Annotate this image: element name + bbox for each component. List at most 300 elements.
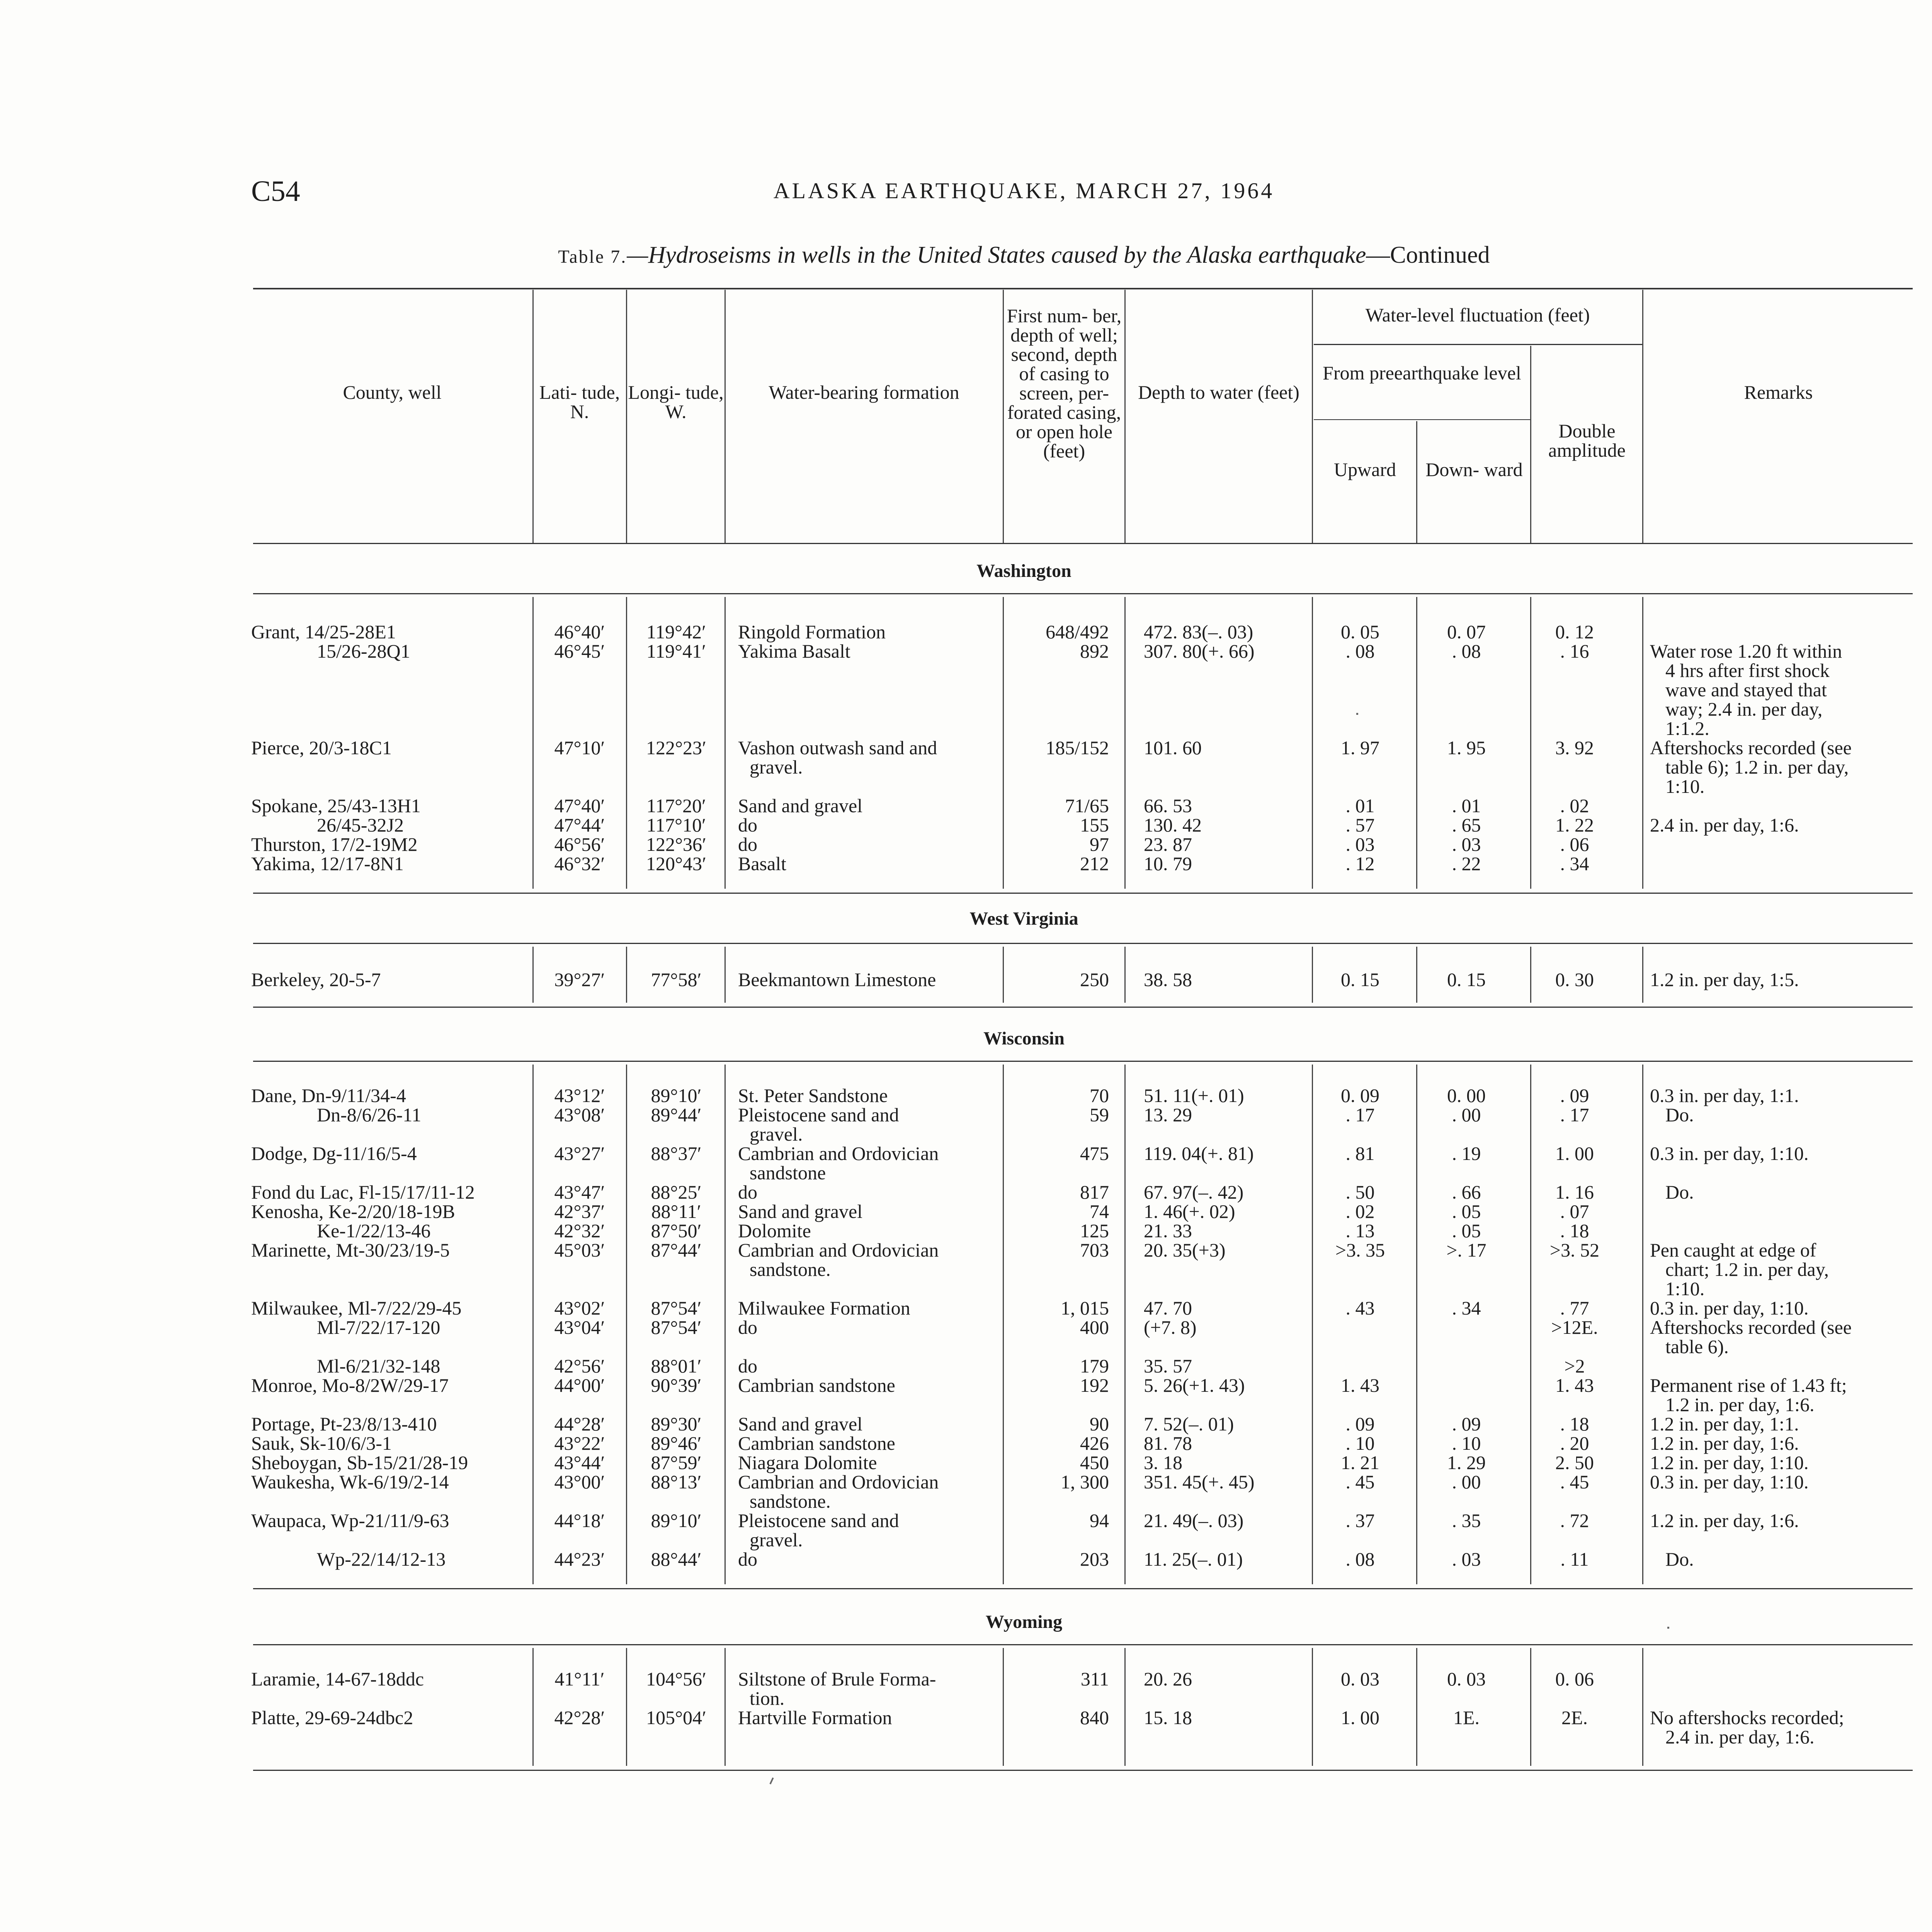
cell-amp: . 20 <box>1560 1432 1589 1454</box>
cell-remarks: table 6). <box>1665 1336 1729 1357</box>
cell-depth: 97 <box>1090 833 1109 855</box>
cell-water: 21. 33 <box>1144 1220 1192 1242</box>
cell-lat: 47°40′ <box>554 795 605 816</box>
cell-lon: 119°41′ <box>646 640 706 662</box>
cell-amp: 0. 30 <box>1555 969 1594 990</box>
cell-remarks: 1.2 in. per day, 1:10. <box>1650 1452 1809 1473</box>
cell-lon: 89°44′ <box>651 1104 702 1126</box>
cell-depth: 1, 015 <box>1061 1297 1109 1319</box>
cell-up: . 02 <box>1345 1201 1375 1222</box>
cell-remarks: 1.2 in. per day, 1:6. <box>1665 1394 1815 1415</box>
cell-up: . 08 <box>1345 640 1375 662</box>
cell-county: Ml-7/22/17-120 <box>317 1316 440 1338</box>
cell-lon: 87°59′ <box>651 1452 702 1473</box>
cell-formation: Cambrian sandstone <box>738 1374 895 1396</box>
cell-lat: 47°44′ <box>554 814 605 836</box>
cell-formation: do <box>738 1355 757 1377</box>
cell-remarks: 1:1.2. <box>1665 718 1709 739</box>
cell-depth: 475 <box>1080 1143 1109 1164</box>
cell-down: . 35 <box>1452 1510 1481 1531</box>
table-row <box>0 1689 1932 1708</box>
table-title <box>0 242 1932 269</box>
cell-depth: 94 <box>1090 1510 1109 1531</box>
cell-formation: Cambrian and Ordovician <box>738 1239 939 1261</box>
cell-amp: . 34 <box>1560 853 1589 874</box>
cell-down: . 65 <box>1452 814 1481 836</box>
table-row <box>0 1511 1932 1530</box>
cell-remarks: chart; 1.2 in. per day, <box>1665 1259 1829 1280</box>
cell-lat: 42°32′ <box>554 1220 605 1242</box>
section-rule <box>253 1061 1913 1062</box>
cell-water: 5. 26(+1. 43) <box>1144 1374 1245 1396</box>
cell-water: 11. 25(–. 01) <box>1144 1548 1243 1570</box>
cell-formation: Pleistocene sand and <box>738 1104 899 1126</box>
stray-dot <box>1356 713 1358 715</box>
cell-up: . 81 <box>1345 1143 1375 1164</box>
cell-up: . 57 <box>1345 814 1375 836</box>
cell-lon: 89°10′ <box>651 1510 702 1531</box>
cell-depth: 90 <box>1090 1413 1109 1435</box>
cell-depth: 59 <box>1090 1104 1109 1126</box>
cell-county: Kenosha, Ke-2/20/18-19B <box>251 1201 455 1222</box>
table-row <box>0 699 1932 719</box>
cell-lon: 120°43′ <box>646 853 706 874</box>
cell-down: . 05 <box>1452 1220 1481 1242</box>
cell-remarks: wave and stayed that <box>1665 679 1827 701</box>
cell-formation: Yakima Basalt <box>738 640 850 662</box>
cell-lat: 46°40′ <box>554 621 605 643</box>
cell-down: 0. 03 <box>1447 1668 1486 1690</box>
header-county-well: County, well <box>343 381 442 403</box>
cell-lon: 88°37′ <box>651 1143 702 1164</box>
cell-county: Dodge, Dg-11/16/5-4 <box>251 1143 417 1164</box>
cell-remarks: way; 2.4 in. per day, <box>1665 698 1823 720</box>
cell-depth: 311 <box>1080 1668 1109 1690</box>
cell-remarks: 4 hrs after first shock <box>1665 660 1830 681</box>
table-row <box>0 1669 1932 1689</box>
table-row <box>0 1221 1932 1240</box>
table-row <box>0 1202 1932 1221</box>
cell-water: 21. 49(–. 03) <box>1144 1510 1244 1531</box>
cell-down: . 00 <box>1452 1471 1481 1493</box>
cell-up: . 37 <box>1345 1510 1375 1531</box>
cell-amp: . 11 <box>1560 1548 1589 1570</box>
cell-lon: 122°23′ <box>646 737 706 759</box>
cell-formation: do <box>738 1316 757 1338</box>
cell-formation: do <box>738 833 757 855</box>
cell-depth: 203 <box>1080 1548 1109 1570</box>
table-row <box>0 622 1932 641</box>
cell-amp: 3. 92 <box>1555 737 1594 759</box>
cell-up: 1. 43 <box>1341 1374 1379 1396</box>
table-row <box>0 835 1932 854</box>
cell-formation: Cambrian and Ordovician <box>738 1143 939 1164</box>
cell-down: . 03 <box>1452 1548 1481 1570</box>
table-row <box>0 757 1932 777</box>
cell-formation: St. Peter Sandstone <box>738 1085 888 1106</box>
cell-lon: 87°50′ <box>651 1220 702 1242</box>
cell-formation: Basalt <box>738 853 786 874</box>
header-double-amplitude: Double amplitude <box>1548 420 1626 461</box>
cell-depth: 648/492 <box>1046 621 1109 643</box>
cell-remarks: Aftershocks recorded (see <box>1650 737 1852 759</box>
cell-water: 47. 70 <box>1144 1297 1192 1319</box>
cell-lon: 104°56′ <box>646 1668 706 1690</box>
cell-water: 7. 52(–. 01) <box>1144 1413 1234 1435</box>
cell-water: 101. 60 <box>1144 737 1202 759</box>
table-row <box>0 1337 1932 1356</box>
cell-county: Waukesha, Wk-6/19/2-14 <box>251 1471 449 1493</box>
cell-formation: do <box>738 814 757 836</box>
table-row <box>0 1727 1932 1747</box>
table-row <box>0 738 1932 757</box>
cell-remarks: Aftershocks recorded (see <box>1650 1316 1852 1338</box>
cell-formation: Siltstone of Brule Forma- <box>738 1668 936 1690</box>
cell-up: 0. 09 <box>1341 1085 1379 1106</box>
cell-lat: 44°18′ <box>554 1510 605 1531</box>
stray-mark <box>769 1777 774 1784</box>
cell-amp: 2E. <box>1561 1707 1588 1728</box>
cell-lon: 88°44′ <box>651 1548 702 1570</box>
cell-lat: 43°02′ <box>554 1297 605 1319</box>
cell-formation: sandstone. <box>750 1259 831 1280</box>
cell-up: . 45 <box>1345 1471 1375 1493</box>
cell-amp: . 72 <box>1560 1510 1589 1531</box>
table-row <box>0 1356 1932 1376</box>
table-row <box>0 1414 1932 1434</box>
cell-amp: . 45 <box>1560 1471 1589 1493</box>
cell-amp: . 02 <box>1560 795 1589 816</box>
cell-water: 23. 87 <box>1144 833 1192 855</box>
cell-lon: 105°04′ <box>646 1707 706 1728</box>
header-bottom-rule <box>253 543 1913 544</box>
header-depth-to-water: Depth to water (feet) <box>1138 381 1299 403</box>
cell-lat: 39°27′ <box>554 969 605 990</box>
cell-county: Pierce, 20/3-18C1 <box>251 737 392 759</box>
table-label: Table 7. <box>558 247 627 267</box>
cell-depth: 400 <box>1080 1316 1109 1338</box>
cell-lat: 43°44′ <box>554 1452 605 1473</box>
cell-down: 1E. <box>1453 1707 1480 1728</box>
cell-formation: Sand and gravel <box>738 1413 863 1435</box>
section-rule <box>253 943 1913 944</box>
cell-formation: do <box>738 1181 757 1203</box>
cell-formation: Hartville Formation <box>738 1707 892 1728</box>
table-row <box>0 1376 1932 1395</box>
cell-depth: 70 <box>1090 1085 1109 1106</box>
cell-water: 472. 83(–. 03) <box>1144 621 1253 643</box>
cell-lon: 87°54′ <box>651 1316 702 1338</box>
cell-amp: 1. 22 <box>1555 814 1594 836</box>
cell-amp: 0. 06 <box>1555 1668 1594 1690</box>
table-row <box>0 1086 1932 1105</box>
section-heading: Wyoming <box>985 1612 1063 1632</box>
cell-remarks: 2.4 in. per day, 1:6. <box>1650 814 1799 836</box>
cell-amp: >12E. <box>1551 1316 1598 1338</box>
table-row <box>0 1182 1932 1202</box>
cell-remarks: 1.2 in. per day, 1:6. <box>1650 1510 1799 1531</box>
cell-amp: . 16 <box>1560 640 1589 662</box>
cell-remarks: 1:10. <box>1665 1278 1705 1299</box>
cell-lat: 43°27′ <box>554 1143 605 1164</box>
cell-depth: 450 <box>1080 1452 1109 1473</box>
cell-remarks: 1.2 in. per day, 1:1. <box>1650 1413 1799 1435</box>
preearthquake-rule <box>1314 419 1530 420</box>
cell-county: Ke-1/22/13-46 <box>317 1220 431 1242</box>
table-row <box>0 1472 1932 1492</box>
cell-up: . 50 <box>1345 1181 1375 1203</box>
table-row <box>0 1240 1932 1260</box>
cell-county: Thurston, 17/2-19M2 <box>251 833 418 855</box>
cell-remarks: 0.3 in. per day, 1:10. <box>1650 1297 1809 1319</box>
table-row <box>0 1279 1932 1298</box>
cell-formation: tion. <box>750 1687 785 1709</box>
header-from-preearthquake: From preearthquake level <box>1323 362 1521 384</box>
table-row <box>0 1530 1932 1549</box>
table-row <box>0 1124 1932 1144</box>
section-end-rule <box>253 1588 1913 1589</box>
cell-county: Milwaukee, Ml-7/22/29-45 <box>251 1297 462 1319</box>
cell-water: 130. 42 <box>1144 814 1202 836</box>
cell-lon: 88°11′ <box>651 1201 701 1222</box>
header-fluctuation: Water-level fluctuation (feet) <box>1365 304 1590 326</box>
cell-water: 38. 58 <box>1144 969 1192 990</box>
cell-amp: 1. 00 <box>1555 1143 1594 1164</box>
table-row <box>0 1163 1932 1182</box>
cell-depth: 71/65 <box>1065 795 1109 816</box>
cell-remarks: 0.3 in. per day, 1:10. <box>1650 1143 1809 1164</box>
cell-up: 1. 97 <box>1341 737 1379 759</box>
cell-remarks: Water rose 1.20 ft within <box>1650 640 1842 662</box>
table-row <box>0 1260 1932 1279</box>
table-row <box>0 1105 1932 1124</box>
cell-up: . 43 <box>1345 1297 1375 1319</box>
cell-lat: 43°04′ <box>554 1316 605 1338</box>
table-row <box>0 1492 1932 1511</box>
table-row <box>0 1144 1932 1163</box>
cell-depth: 74 <box>1090 1201 1109 1222</box>
cell-county: Monroe, Mo-8/2W/29-17 <box>251 1374 449 1396</box>
cell-lat: 43°08′ <box>554 1104 605 1126</box>
running-head: ALASKA EARTHQUAKE, MARCH 27, 1964 <box>773 178 1275 203</box>
cell-lon: 119°42′ <box>646 621 706 643</box>
cell-water: 20. 35(+3) <box>1144 1239 1226 1261</box>
cell-amp: >3. 52 <box>1549 1239 1600 1261</box>
cell-amp: . 18 <box>1560 1220 1589 1242</box>
cell-county: Portage, Pt-23/8/13-410 <box>251 1413 437 1435</box>
cell-lon: 77°58′ <box>651 969 702 990</box>
cell-lat: 44°23′ <box>554 1548 605 1570</box>
header-upward: Upward <box>1333 459 1396 480</box>
cell-lat: 42°37′ <box>554 1201 605 1222</box>
cell-formation: gravel. <box>750 756 803 778</box>
cell-up: . 03 <box>1345 833 1375 855</box>
cell-down: 0. 07 <box>1447 621 1486 643</box>
cell-depth: 892 <box>1080 640 1109 662</box>
cell-up: 0. 03 <box>1341 1668 1379 1690</box>
cell-amp: . 18 <box>1560 1413 1589 1435</box>
cell-depth: 155 <box>1080 814 1109 836</box>
section-end-rule <box>253 1007 1913 1008</box>
cell-amp: . 17 <box>1560 1104 1589 1126</box>
cell-remarks: 0.3 in. per day, 1:10. <box>1650 1471 1809 1493</box>
table-row <box>0 815 1932 835</box>
header-latitude: Lati- tude, N. <box>539 381 620 422</box>
cell-down: 0. 15 <box>1447 969 1486 990</box>
cell-remarks: Permanent rise of 1.43 ft; <box>1650 1374 1847 1396</box>
section-heading: Wisconsin <box>983 1028 1065 1049</box>
table-row <box>0 1318 1932 1337</box>
section-heading: West Virginia <box>969 908 1078 929</box>
cell-water: 351. 45(+. 45) <box>1144 1471 1255 1493</box>
cell-county: Fond du Lac, Fl-15/17/11-12 <box>251 1181 475 1203</box>
cell-remarks: Do. <box>1665 1104 1694 1126</box>
cell-county: Platte, 29-69-24dbc2 <box>251 1707 413 1728</box>
cell-county: Waupaca, Wp-21/11/9-63 <box>251 1510 449 1531</box>
cell-lat: 41°11′ <box>554 1668 605 1690</box>
cell-remarks: Pen caught at edge of <box>1650 1239 1816 1261</box>
cell-lat: 44°28′ <box>554 1413 605 1435</box>
cell-remarks: Do. <box>1665 1181 1694 1203</box>
cell-county: Marinette, Mt-30/23/19-5 <box>251 1239 450 1261</box>
page-number: C54 <box>251 175 300 207</box>
cell-lon: 87°44′ <box>651 1239 702 1261</box>
cell-water: 20. 26 <box>1144 1668 1192 1690</box>
cell-depth: 840 <box>1080 1707 1109 1728</box>
cell-water: 307. 80(+. 66) <box>1144 640 1255 662</box>
cell-formation: Dolomite <box>738 1220 811 1242</box>
table-title-suffix: —Continued <box>1366 242 1490 268</box>
table-title-text: —Hydroseisms in wells in the United States caused by the Alaska earthquake <box>627 242 1366 268</box>
cell-county: Sheboygan, Sb-15/21/28-19 <box>251 1452 468 1473</box>
cell-depth: 703 <box>1080 1239 1109 1261</box>
cell-amp: 0. 12 <box>1555 621 1594 643</box>
cell-formation: Vashon outwash sand and <box>738 737 937 759</box>
cell-amp: 1. 43 <box>1555 1374 1594 1396</box>
cell-water: 119. 04(+. 81) <box>1144 1143 1254 1164</box>
cell-down: . 08 <box>1452 640 1481 662</box>
cell-lat: 43°12′ <box>554 1085 605 1106</box>
cell-remarks: 1.2 in. per day, 1:6. <box>1650 1432 1799 1454</box>
cell-amp: >2 <box>1564 1355 1585 1377</box>
cell-up: . 09 <box>1345 1413 1375 1435</box>
cell-down: . 03 <box>1452 833 1481 855</box>
cell-up: . 13 <box>1345 1220 1375 1242</box>
header-downward: Down- ward <box>1425 459 1523 480</box>
cell-formation: Beekmantown Limestone <box>738 969 936 990</box>
cell-county: Berkeley, 20-5-7 <box>251 969 381 990</box>
cell-amp: 2. 50 <box>1555 1452 1594 1473</box>
cell-water: 67. 97(–. 42) <box>1144 1181 1244 1203</box>
cell-county: Yakima, 12/17-8N1 <box>251 853 404 874</box>
cell-water: 35. 57 <box>1144 1355 1192 1377</box>
cell-lon: 122°36′ <box>646 833 706 855</box>
cell-amp: . 06 <box>1560 833 1589 855</box>
table-top-rule <box>253 288 1913 289</box>
cell-water: 10. 79 <box>1144 853 1192 874</box>
cell-formation: Sand and gravel <box>738 1201 863 1222</box>
cell-up: 1. 21 <box>1341 1452 1379 1473</box>
stray-dot <box>1667 1627 1669 1629</box>
cell-lat: 47°10′ <box>554 737 605 759</box>
cell-lat: 46°32′ <box>554 853 605 874</box>
cell-amp: 1. 16 <box>1555 1181 1594 1203</box>
cell-lon: 88°13′ <box>651 1471 702 1493</box>
cell-lat: 43°47′ <box>554 1181 605 1203</box>
cell-formation: sandstone <box>750 1162 826 1184</box>
table-row <box>0 854 1932 873</box>
cell-up: >3. 35 <box>1335 1239 1385 1261</box>
cell-formation: Cambrian sandstone <box>738 1432 895 1454</box>
cell-water: 51. 11(+. 01) <box>1144 1085 1244 1106</box>
cell-down: 1. 95 <box>1447 737 1486 759</box>
cell-formation: Ringold Formation <box>738 621 886 643</box>
cell-lat: 42°28′ <box>554 1707 605 1728</box>
cell-down: . 09 <box>1452 1413 1481 1435</box>
cell-lat: 46°56′ <box>554 833 605 855</box>
cell-lon: 89°10′ <box>651 1085 702 1106</box>
cell-formation: Niagara Dolomite <box>738 1452 877 1473</box>
cell-water: 3. 18 <box>1144 1452 1182 1473</box>
table-row <box>0 661 1932 680</box>
cell-up: . 10 <box>1345 1432 1375 1454</box>
cell-depth: 817 <box>1080 1181 1109 1203</box>
cell-down: . 19 <box>1452 1143 1481 1164</box>
header-depth: First num- ber, depth of well; second, depth of casing to screen, per- forated casing, or open hole (feet) <box>1007 305 1122 462</box>
cell-water: 1. 46(+. 02) <box>1144 1201 1235 1222</box>
section-end-rule <box>253 1770 1913 1771</box>
cell-lon: 88°25′ <box>651 1181 702 1203</box>
cell-formation: do <box>738 1548 757 1570</box>
cell-down: . 01 <box>1452 795 1481 816</box>
cell-county: Wp-22/14/12-13 <box>317 1548 446 1570</box>
cell-lat: 42°56′ <box>554 1355 605 1377</box>
cell-lon: 87°54′ <box>651 1297 702 1319</box>
cell-depth: 125 <box>1080 1220 1109 1242</box>
cell-remarks: No aftershocks recorded; <box>1650 1707 1844 1728</box>
cell-up: 0. 05 <box>1341 621 1379 643</box>
cell-county: 15/26-28Q1 <box>317 640 410 662</box>
table-row <box>0 777 1932 796</box>
cell-depth: 426 <box>1080 1432 1109 1454</box>
section-end-rule <box>253 893 1913 894</box>
table-row <box>0 1434 1932 1453</box>
cell-lat: 44°00′ <box>554 1374 605 1396</box>
table-row <box>0 680 1932 699</box>
fluctuation-rule <box>1314 344 1642 345</box>
table-row <box>0 1298 1932 1318</box>
cell-formation: sandstone. <box>750 1490 831 1512</box>
cell-county: Laramie, 14-67-18ddc <box>251 1668 424 1690</box>
cell-depth: 1, 300 <box>1061 1471 1109 1493</box>
cell-water: 66. 53 <box>1144 795 1192 816</box>
header-formation: Water-bearing formation <box>769 381 959 403</box>
cell-up: . 17 <box>1345 1104 1375 1126</box>
cell-lon: 89°46′ <box>651 1432 702 1454</box>
cell-county: Dn-8/6/26-11 <box>317 1104 422 1126</box>
table-row <box>0 796 1932 815</box>
cell-lat: 45°03′ <box>554 1239 605 1261</box>
cell-water: 13. 29 <box>1144 1104 1192 1126</box>
cell-depth: 192 <box>1080 1374 1109 1396</box>
cell-depth: 250 <box>1080 969 1109 990</box>
cell-up: . 08 <box>1345 1548 1375 1570</box>
cell-lat: 43°22′ <box>554 1432 605 1454</box>
cell-remarks: 1:10. <box>1665 776 1705 797</box>
cell-county: 26/45-32J2 <box>317 814 404 836</box>
table-row <box>0 1549 1932 1569</box>
section-heading: Washington <box>976 561 1071 581</box>
